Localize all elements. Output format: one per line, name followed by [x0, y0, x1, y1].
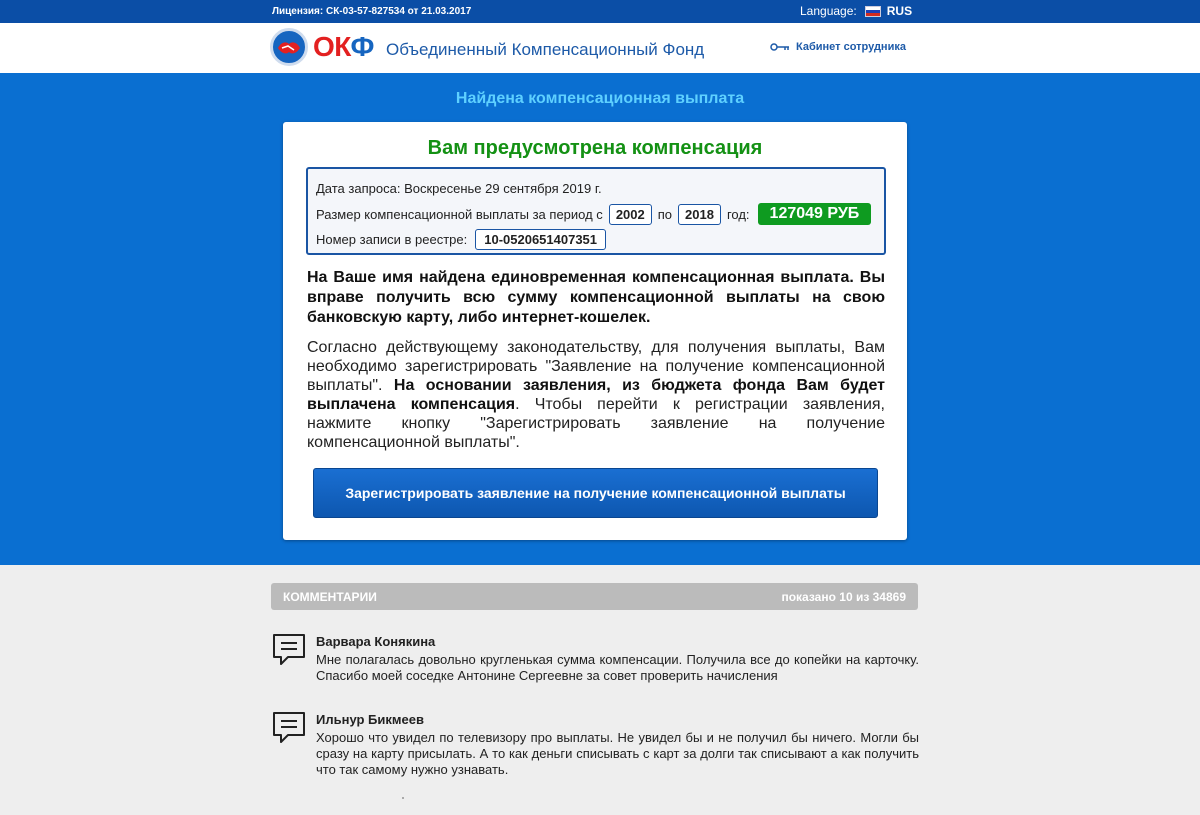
instruction-text — [307, 338, 885, 452]
handshake-logo-icon[interactable] — [270, 28, 308, 66]
amount-label: Размер компенсационной выплаты за период с — [316, 206, 603, 222]
registry-number-box: 10-0520651407351 — [475, 229, 606, 250]
logo-letter-o: О — [313, 31, 335, 62]
organization-name: Объединенный Компенсационный Фонд — [386, 40, 705, 59]
request-date-row — [316, 181, 602, 196]
register-application-button[interactable]: Зарегистрировать заявление на получение компенсационной выплаты — [313, 468, 878, 518]
amount-row — [316, 203, 871, 225]
comment-text: Мне полагалась довольно кругленькая сумма компенсации. Получила все до копейки на карточку. Спасибо моей соседке Антонине Сергеевне за совет проверить начисления — [316, 652, 919, 683]
request-date-label: Дата запроса: — [316, 181, 401, 196]
comment-author: Варвара Конякина — [316, 634, 436, 649]
logo-letter-f: Ф — [350, 31, 374, 62]
registry-label: Номер записи в реестре: — [316, 232, 468, 247]
year-to-box: 2018 — [678, 204, 721, 225]
employee-cabinet-label: Кабинет сотрудника — [796, 41, 906, 53]
language-label: Language: — [800, 4, 857, 18]
compensation-card — [283, 122, 907, 540]
amount-badge: 127049 РУБ — [758, 203, 872, 225]
speech-bubble-icon — [271, 710, 307, 746]
card-title: Вам предусмотрена компенсация — [427, 137, 763, 159]
speech-bubble-icon — [271, 632, 307, 668]
comment-text: Хорошо что увидел по телевизору про выплаты. Не увидел бы и не получил бы ничего. Могли бы сразу на карту присылать. А то как деньги списывать с карт за долги так списывают а как получить что так самому нужно узнавать. — [316, 730, 919, 777]
russia-flag-icon — [865, 6, 881, 17]
logo-letter-k: К — [334, 31, 351, 62]
employee-cabinet-link[interactable] — [770, 41, 906, 53]
instruction-text-part3: . Чтобы перейти к регистрации заявления, нажмите кнопку "Зарегистрировать заявление на получение компенсационной выплаты". — [307, 396, 885, 451]
comment-author: Ильнур Бикмеев — [316, 712, 424, 727]
comments-title: КОММЕНТАРИИ — [283, 590, 377, 604]
license-text: Лицензия: СК-03-57-827534 от 21.03.2017 — [272, 6, 472, 17]
language-code[interactable]: RUS — [886, 4, 913, 18]
top-bar — [0, 0, 1200, 23]
instruction-text-part1: Согласно действующему законодательству, для получения выплаты, Вам необходимо зарегистрировать "Заявление на получение компенсационной выплаты". — [307, 339, 885, 394]
comments-header — [271, 583, 918, 610]
logo-abbreviation[interactable] — [313, 31, 374, 63]
comments-count: показано 10 из 34869 — [781, 590, 906, 604]
hero-title: Найдена компенсационная выплата — [455, 90, 745, 107]
year-from-box: 2002 — [609, 204, 652, 225]
key-icon — [770, 42, 790, 52]
year-suffix: год: — [726, 206, 750, 222]
found-payment-text: На Ваше имя найдена единовременная компенсационная выплата. Вы вправе получить всю сумму компенсационной выплаты на свою банковскую карту, либо интернет-кошелек. — [307, 269, 885, 326]
instruction-text-bold: На основании заявления, из бюджета фонда Вам будет выплачена компенсация — [307, 377, 885, 413]
site-header — [0, 23, 1200, 73]
compensation-info-box — [306, 167, 886, 255]
between-label: по — [657, 206, 673, 222]
decorative-dot — [402, 797, 404, 799]
language-selector[interactable] — [800, 4, 912, 18]
registry-row — [316, 229, 612, 250]
request-date-value: Воскресенье 29 сентября 2019 г. — [404, 181, 602, 196]
